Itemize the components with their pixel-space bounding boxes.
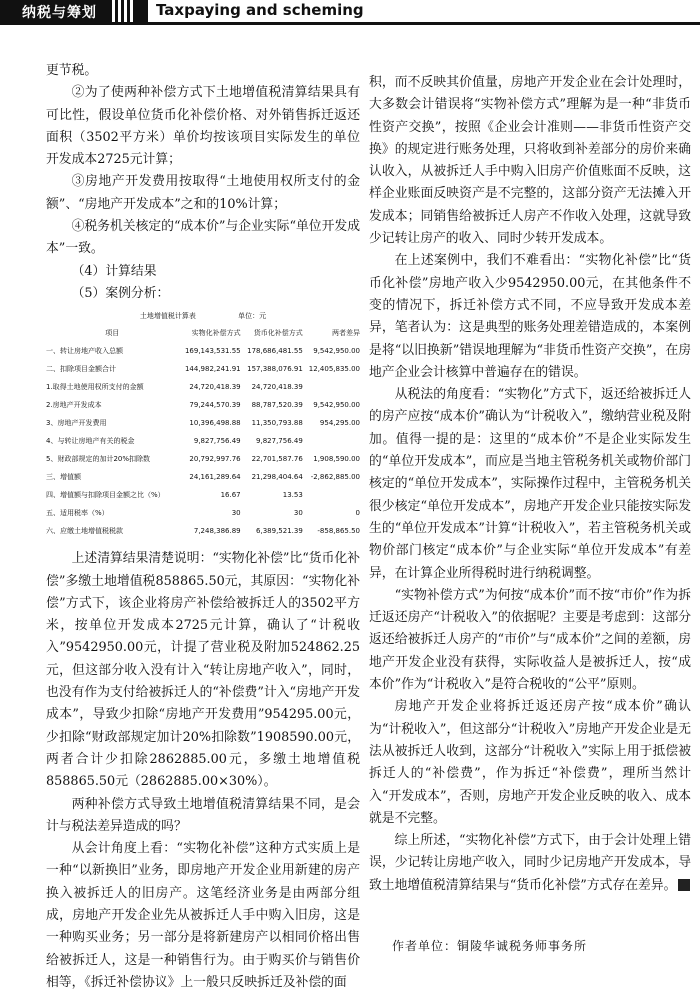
table-row — [46, 342, 360, 360]
table-row — [46, 522, 360, 540]
section-heading: （4）计算结果 — [71, 263, 157, 279]
header-decorative-bars — [112, 0, 133, 22]
paragraph: 两种补偿方式导致土地增值税清算结果不同，是会计与税法差异造成的吗？ — [46, 796, 360, 834]
table-cell: 一、转让房地产收入总额 — [46, 346, 123, 355]
table-cell: 30 — [231, 508, 241, 517]
table-row — [46, 378, 360, 396]
table-cell — [303, 486, 360, 504]
column-header: 货币化补偿方式 — [253, 329, 303, 338]
header-section-block — [0, 0, 148, 22]
header-section-title: 纳税与筹划 — [22, 5, 97, 21]
table-cell: 1,908,590.00 — [313, 454, 360, 463]
table-row — [46, 450, 360, 468]
table-cell: 7,248,386.89 — [193, 526, 241, 535]
author-affiliation: 作者单位：铜陵华诚税务师事务所 — [392, 939, 588, 953]
table-cell: 五、适用税率（%） — [46, 508, 109, 517]
column-header: 项目 — [105, 329, 120, 338]
table-cell — [303, 432, 360, 450]
table-cell: 4、与转让房地产有关的税金 — [46, 436, 135, 445]
table-cell: 2.房地产开发成本 — [46, 400, 102, 409]
table-cell: 三、增值额 — [46, 472, 81, 481]
table-cell: 6,389,521.39 — [256, 526, 303, 535]
table-cell: 157,388,076.91 — [247, 364, 303, 373]
paragraph: 在上述案例中，我们不难看出：“实物化补偿”比“货币化补偿”房地产收入少9542950.00元，在其他条件不变的情况下，拆迁补偿方式不同，不应导致开发成本差异，笔者认为：这是典型的账务处理差错造成的，本案例是将“以旧换新”错误地理解为“非货币性资产交换”，在房地产企业会计核算中普遍存在的错误。 — [369, 253, 691, 380]
paragraph: 上述清算结果清楚说明：“实物化补偿”比“货币化补偿”多缴土地增值税858865.50元，其原因：“实物化补偿”方式下，该企业将房产补偿给被拆迁人的3502平方米，按单位开发成本2725元计算，确认了“计税收入”9542950.00元，计提了营业税及附加524862.25元，但这部分收入没有计入“转让房地产收入”，同时，也没有作为支付给被拆迁人的“补偿费”计入“房地产开发成本”，导致少扣除“房地产开发费用”954295.00元，少扣除“财政部规定加计20%扣除数”1908590.00元，两者合计少扣除2862885.00元，多缴土地增值税858865.50元（2862885.00×30%）。 — [46, 551, 360, 790]
table-title-row — [46, 311, 360, 322]
paragraph: 积，而不反映其价值量，房地产开发企业在会计处理时，大多数会计错误将“实物补偿方式”理解为是一种“非货币性资产交换”，按照《企业会计准则——非货币性资产交换》的规定进行账务处理，只将收到补差部分的房价来确认收入，从被拆迁人手中购入旧房产价值账面不反映，这样企业账面反映资产是不完整的，这部分资产无法摊入开发成本；同销售给被拆迁人房产不作收入处理，这就导致少记转让房产的收入、同时少转开发成本。 — [369, 75, 691, 247]
table-cell: 22,701,587.76 — [251, 454, 303, 463]
table-cell: 16.67 — [220, 490, 241, 499]
table-cell: 30 — [293, 508, 303, 517]
paragraph: ④税务机关核定的“成本价”与企业实际“单位开发成本”一致。 — [46, 219, 360, 257]
table-cell: 144,982,241.91 — [184, 364, 241, 373]
table-cell: 169,143,531.55 — [184, 346, 241, 355]
table-cell: 1.取得土地使用权所支付的金额 — [46, 382, 144, 391]
table-unit: 单位：元 — [238, 312, 267, 321]
table-cell: 四、增值额与扣除项目金额之比（%） — [46, 490, 165, 499]
table-cell: 12,405,835.00 — [308, 364, 360, 373]
table-cell: 10,396,498.88 — [189, 418, 241, 427]
column-header: 两者差异 — [332, 329, 360, 338]
paragraph: 从会计角度上看：“实物化补偿”这种方式实质上是一种“以新换旧”业务，即房地产开发企业用新建的房产换入被拆迁人的旧房产。这笔经济业务是由两部分组成，房地产开发企业先从被拆迁人手中购入旧房，这是一种购买业务；另一部分是将新建房产以相同价格出售给被拆迁人，这是一种销售行为。由于购买价与销售价相等，《拆迁补偿协议》上一般只反映拆迁及补偿的面 — [46, 841, 360, 990]
left-column — [46, 60, 360, 994]
table-cell: 21,298,404.64 — [251, 472, 303, 481]
paragraph: 更节税。 — [46, 63, 98, 78]
table-cell: 9,827,756.49 — [256, 436, 303, 445]
table-row — [46, 486, 360, 504]
table-row — [46, 504, 360, 522]
right-column — [369, 72, 691, 897]
table-cell: 24,720,418.39 — [251, 382, 303, 391]
table-title: 土地增值税计算表 — [139, 312, 196, 321]
paragraph: “实物补偿方式”为何按“成本价”而不按“市价”作为拆迁返还房产“计税收入”的依据呢？主要是考虑到：这部分返还给被拆迁人房产的“市价”与“成本价”之间的差额，房地产开发企业没有获得，实际收益人是被拆迁人，按“成本价”作为“计税收入”是符合税收的“公平”原则。 — [369, 587, 691, 693]
table-row — [46, 468, 360, 486]
section-heading: （5）案例分析： — [71, 285, 170, 301]
table-row — [46, 414, 360, 432]
end-of-article-mark-icon — [678, 879, 690, 891]
paragraph: 从税法的角度看：“实物化”方式下，返还给被拆迁人的房产应按“成本价”确认为“计税收入”，缴纳营业税及附加。值得一提的是：这里的“成本价”不是企业实际发生的“单位开发成本”，而应是当地主管税务机关或物价部门核定的“单位开发成本”，实际操作过程中，主管税务机关很少核定“单位开发成本”，房地产开发企业只能按实际发生的“单位开发成本”计算“计税收入”，若主管税务机关或物价部门核定“成本价”与企业实际“单位开发成本”有差异，在计算企业所得税时进行纳税调整。 — [369, 387, 691, 581]
table-cell: 178,686,481.55 — [247, 346, 303, 355]
table-cell: 六、应缴土地增值税税款 — [46, 526, 123, 535]
column-header: 实物化补偿方式 — [191, 329, 241, 338]
table-cell: 20,792,997.76 — [189, 454, 241, 463]
tax-calculation-table — [46, 311, 360, 540]
paragraph — [369, 830, 691, 897]
table-header-row — [46, 328, 360, 342]
page-header — [0, 0, 700, 25]
table-cell: 5、财政部规定的加计20%扣除数 — [46, 454, 151, 463]
table-cell: 3、房地产开发费用 — [46, 418, 107, 427]
table-row — [46, 360, 360, 378]
paragraph: ③房地产开发费用按取得“土地使用权所支付的金额”、“房地产开发成本”之和的10%计算； — [46, 174, 360, 212]
table-cell: -858,865.50 — [317, 526, 360, 535]
table-cell: 24,161,289.64 — [189, 472, 241, 481]
table-cell: 9,542,950.00 — [313, 346, 360, 355]
table-row — [46, 396, 360, 414]
table-cell: 9,827,756.49 — [193, 436, 241, 445]
paragraph: ②为了使两种补偿方式下土地增值税清算结果具有可比性，假设单位货币化补偿价格、对外销售拆迁返还面积（3502平方米）单价均按该项目实际发生的单位开发成本2725元计算； — [46, 85, 360, 168]
paragraph: 房地产开发企业将拆迁返还房产按“成本价”确认为“计税收入”，但这部分“计税收入”房地产开发企业是无法从被拆迁人收到，这部分“计税收入”实际上用于抵偿被拆迁人的“补偿费”，作为拆迁“补偿费”，理所当然计入“开发成本”，否则，房地产开发企业反映的收入、成本就是不完整。 — [369, 699, 691, 826]
header-english-title: Taxpaying and scheming — [156, 1, 364, 19]
table-cell: 二、扣除项目金额合计 — [46, 364, 116, 373]
table-cell: 954,295.00 — [319, 418, 360, 427]
table-cell: 79,244,570.39 — [189, 400, 241, 409]
paragraph-text: 综上所述，“实物化补偿”方式下，由于会计处理上错误，少记转让房地产收入，同时少记房地产开发成本，导致土地增值税清算结果与“货币化补偿”方式存在差异。 — [369, 833, 691, 893]
table-cell: 0 — [355, 508, 360, 517]
table-cell: 88,787,520.39 — [251, 400, 303, 409]
table-cell — [303, 378, 360, 396]
table-cell: 9,542,950.00 — [313, 400, 360, 409]
table-cell: 11,350,793.88 — [251, 418, 303, 427]
table-cell: -2,862,885.00 — [310, 472, 360, 481]
table-cell: 13.53 — [282, 490, 303, 499]
table-row — [46, 432, 360, 450]
table-cell: 24,720,418.39 — [189, 382, 241, 391]
